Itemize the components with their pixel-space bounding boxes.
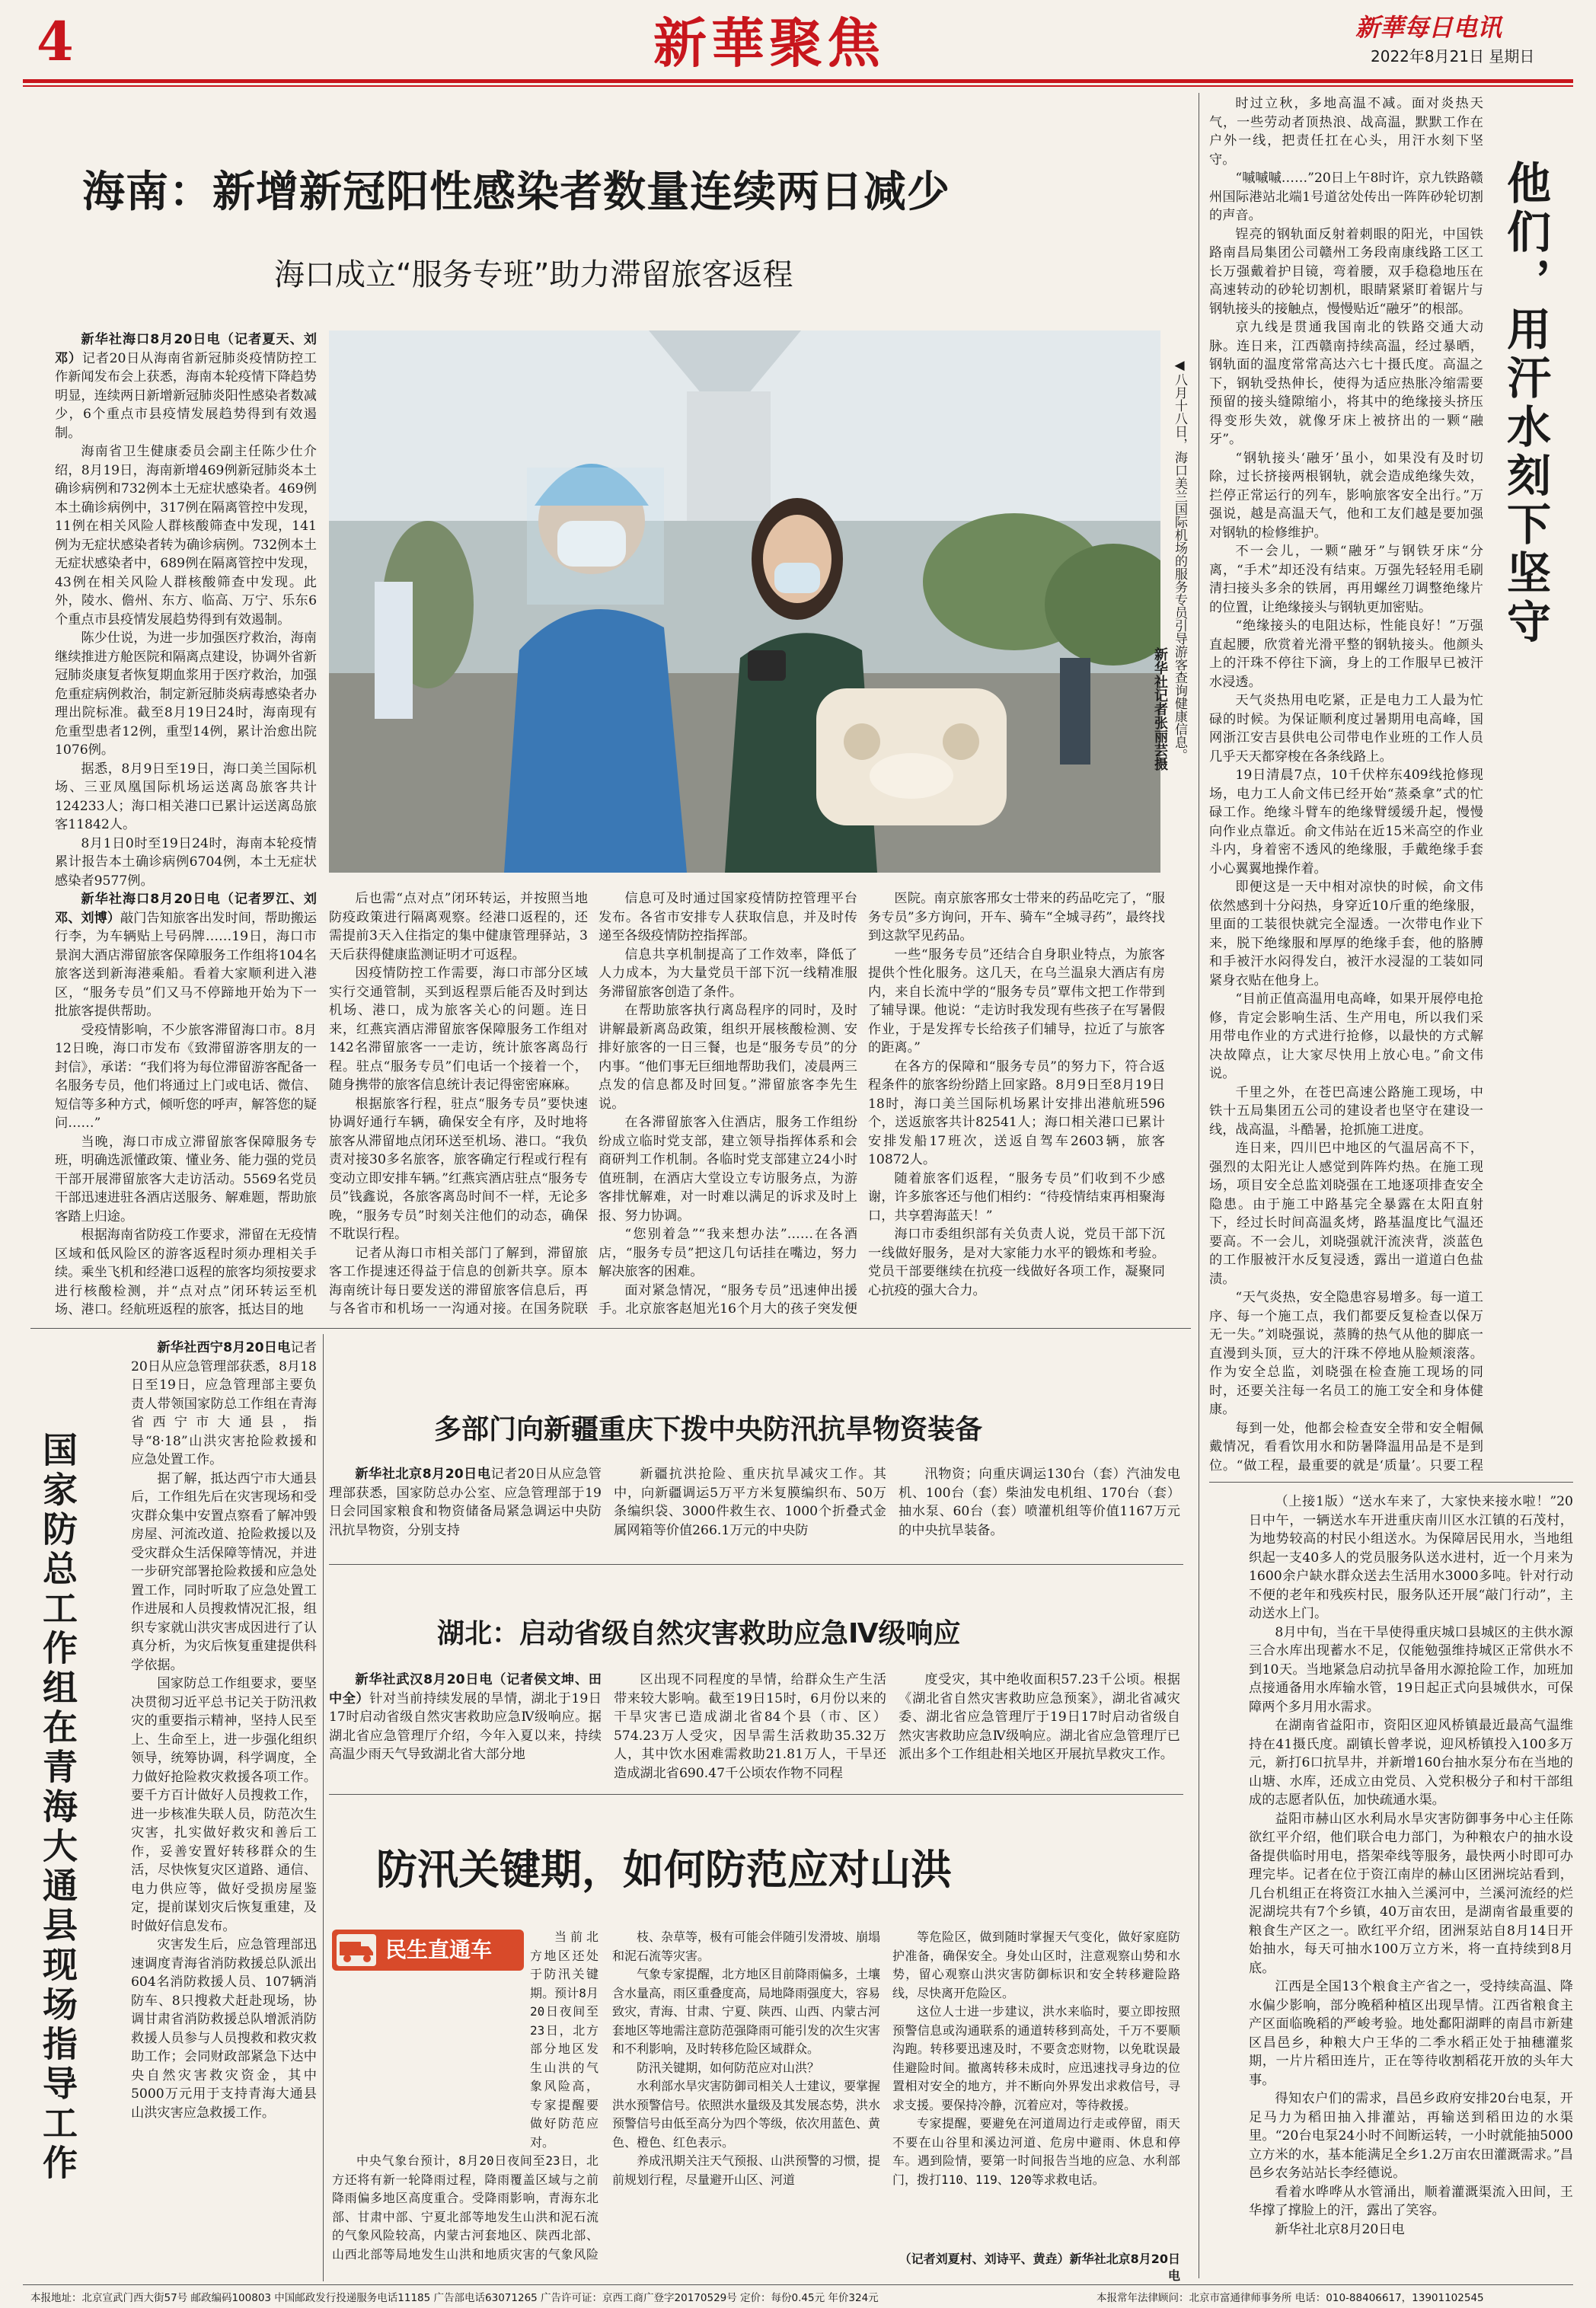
paragraph bbox=[1209, 318, 1483, 449]
paragraph-text: 时过立秋，多地高温不减。面对炎热天气，一些劳动者顶热浪、战高温，默默工作在户外一线，把责任扛在心头，用汗水刻下坚守。 bbox=[1209, 96, 1483, 168]
footer-rule bbox=[23, 2284, 1573, 2285]
xinjiang-rule bbox=[329, 1564, 1183, 1565]
paragraph-text: 8月中旬，当在干旱使得重庆城口县城区的主供水源三合水库出现蓄水不足，仅能勉强维持城区正常供水不到10天。当地紧急启动抗旱备用水源抢险工作，加班加点接通备用水库输水管，19日起正式向县城供水，可保障两个多月用水需求。 bbox=[1249, 1624, 1573, 1715]
paragraph bbox=[55, 1133, 317, 1227]
paragraph-text: 在各方的保障和“服务专员”的努力下，符合返程条件的旅客纷纷踏上回家路。8月9日至8月19日18时，海口美兰国际机场累计安排出港航班596个，送返旅客共计82541人；海口相关港口已累计安排发船17班次，送返自驾车2603辆，旅客10872人。 bbox=[868, 1058, 1165, 1167]
footer-right: 本报常年法律顾问：北京市富通律师事务所 电话：010-88406617，13901102545 bbox=[1096, 2292, 1484, 2304]
paragraph bbox=[598, 889, 857, 946]
dateline: 新华社海口8月20日电（记者夏天、刘邓） bbox=[55, 332, 317, 366]
paragraph-text: 天气炎热用电吃紧，正是电力工人最为忙碌的时候。为保证顺利度过暑期用电高峰，国网浙江安吉县供电公司带电作业班的工作人员几乎天天都穿梭在各条线路上。 bbox=[1209, 693, 1483, 765]
left-lower-top-rule bbox=[30, 1328, 1191, 1329]
paragraph-text: “目前正值高温用电高峰，如果开展停电抢修，肯定会影响生活、生产用电，所以我们采用带电作业的方式进行抢修，以最快的方式解决故障点，让大家尽快用上放心电。”俞文伟说。 bbox=[1209, 991, 1483, 1081]
paragraph-text: 专家提醒，要避免在河道周边行走或停留，雨天不要在山谷里和溪边河道、危房中避雨、休息和停车。遇到险情，要第一时间报告当地的应急、水利部门，拨打110、119、120等求救电话。 bbox=[892, 2116, 1180, 2187]
paragraph bbox=[1209, 94, 1483, 169]
paragraph-text: 水利部水旱灾害防御司相关人士建议，要掌握洪水预警信号。依照洪水量级及其发展态势，洪水预警信号由低至高分为四个等级，依次用蓝色、黄色、橙色、红色表示。 bbox=[612, 2079, 880, 2150]
paragraph-text: 随着旅客们返程，“服务专员”们收到不少感谢，许多旅客还与他们相约：“待疫情结束再相聚海口，共享碧海蓝天！” bbox=[868, 1170, 1165, 1224]
paragraph bbox=[1249, 1978, 1573, 2089]
paragraph bbox=[1209, 225, 1483, 319]
paragraph-text: “嘁嘁嘁……”20日上午8时许，京九铁路赣州国际港站北端1号道岔处传出一阵阵砂轮切割的声音。 bbox=[1209, 171, 1483, 223]
photo-credit: 新华社记者张丽芸摄 bbox=[1152, 647, 1168, 771]
xinjiang-col-2 bbox=[614, 1465, 886, 1556]
paragraph-text: “钢轨接头‘融牙’虽小，如果没有及时切除，过长挤接两根钢轨，就会造成绝缘失效，拦停正常运行的列车，影响旅客安全出行。”万强说，越是高温天气，他和工友们越是要加强对钢轨的检修维护。 bbox=[1209, 450, 1483, 541]
paragraph bbox=[868, 889, 1165, 946]
paragraph bbox=[614, 1671, 886, 1783]
paragraph bbox=[598, 1282, 857, 1317]
paragraph bbox=[1209, 691, 1483, 766]
paragraph bbox=[1209, 1288, 1483, 1419]
paragraph bbox=[868, 1058, 1165, 1170]
paragraph bbox=[612, 2077, 880, 2152]
paragraph bbox=[329, 1095, 588, 1244]
paragraph-text: 江西是全国13个粮食主产省之一，受持续高温、降水偏少影响，部分晚稻种植区出现旱情。江西省粮食主产区面临晚稻的严峻考验。地处鄱阳湖畔的南昌市新建区昌邑乡，种粮大户王华的二季水稻正处于抽穗灌浆期，一片片稻田连片，正在等待收割稻花开放的头年大事。 bbox=[1249, 1979, 1573, 2088]
paragraph bbox=[892, 2115, 1180, 2189]
paragraph-text: 陈少仕说，为进一步加强医疗救治，海南继续推进方舱医院和隔离点建设，协调外省新冠肺炎康复者恢复期血浆用于医疗救治，加强危重症病例救治，制定新冠肺炎病毒感染者办理出院标准。截至8月19日24时，海南现有危重型患者12例，重型14例，累计治愈出院1076例。 bbox=[55, 630, 317, 758]
left-lower-divider bbox=[323, 1334, 324, 2281]
paragraph bbox=[131, 1674, 317, 1936]
issue-date: 2022年8月21日 星期日 bbox=[1371, 47, 1535, 65]
masthead-rule-bottom bbox=[23, 85, 1573, 87]
paragraph bbox=[1249, 1810, 1573, 1978]
paragraph-text: 京九线是贯通我国南北的铁路交通大动脉。连日来，江西赣南持续高温，经过暴晒，钢轨面的温度常常高达六七十摄氏度。高温之下，钢轨受热伸长，使得为适应热胀冷缩需要预留的接头缝隙缩小，将其中的绝缘接头挤压得变形失效，就像牙床上被挤出的一颗“融牙”。 bbox=[1209, 320, 1483, 447]
paragraph-text: 养成汛期关注天气预报、山洪预警的习惯，提前规划行程，尽量避开山区、河道 bbox=[612, 2153, 880, 2187]
paragraph-text: 汛物资；向重庆调运130台（套）汽油发电机、100台（套）柴油发电机组、170台（套）抽水泵、60台（套）喷灌机组等价值1167万元的中央抗旱装备。 bbox=[899, 1467, 1180, 1538]
page-number: 4 bbox=[37, 10, 74, 73]
paragraph-text: 益阳市赫山区水利局水旱灾害防御事务中心主任陈欲红平介绍，他们联合电力部门，为种粮农户的抽水设备提供临时用电，搭架牵线等服务，最快两小时即可办理完毕。记者在位于资江南岸的赫山区团洲垸站看到，几台机组正在将资江水抽入兰溪河中，兰溪河流经的烂泥湖垸共有7个乡镇，40万亩农田，是湖南省最重要的粮食生产区之一。欧红平介绍，团洲泵站自8月14日开始抽水，每天可抽水100万立方米，将一直持续到8月底。 bbox=[1249, 1811, 1573, 1976]
paragraph bbox=[55, 442, 317, 629]
paragraph bbox=[1209, 1419, 1483, 1477]
hubei-headline: 湖北：启动省级自然灾害救助应急Ⅳ级响应 bbox=[437, 1618, 961, 1649]
paragraph bbox=[1209, 542, 1483, 617]
paragraph-text: 连日来，四川巴中地区的气温居高不下，强烈的太阳光让人感觉到阵阵灼热。在施工现场，项目安全总监刘晓强在工地逐项排查安全隐患。由于施工中路基完全暴露在太阳直射下，经过长时间高温炙烤，路基温度比气温还要高。不一会儿，刘晓强就汗流浃背，淡蓝色的工作服被汗水反复浸透，露出一道道白色盐渍。 bbox=[1209, 1141, 1483, 1287]
paragraph-text: 19日清晨7点，10千伏梓东409线抢修现场，电力工人俞文伟已经开始“蒸桑拿”式的忙碌工作。绝缘斗臂车的绝缘臂缓缓升起，慢慢向作业点靠近。俞文伟站在近15米高空的作业斗内，身着密不透风的绝缘服，手戴绝缘手套小心翼翼地操作着。 bbox=[1209, 768, 1483, 876]
paragraph bbox=[329, 1465, 602, 1540]
paragraph-text: 看着水哗哗从水管涌出，顺着灌溉渠流入田间，王华撑了撑脸上的汗，露出了笑容。 bbox=[1249, 2184, 1573, 2218]
paragraph bbox=[329, 1244, 588, 1317]
paragraph-text: 这位人士进一步建议，洪水来临时，要立即按照预警信息或沟通联系的通道转移到高处，千万不要顺沟跑。转移要迅速及时，不要贪恋财物，以免耽误最佳避险时间。撤离转移未成时，应迅速找寻身边的位置相对安全的地方，并不断向外界发出求救信号，寻求支援。要保持冷静，沉着应对，等待救援。 bbox=[892, 2004, 1180, 2112]
left-lower-body bbox=[131, 1339, 317, 2281]
paragraph bbox=[899, 1671, 1180, 1764]
paragraph-text: “绝缘接头的电阻达标，性能良好！”万强直起腰，欣赏着光滑平整的钢轨接头。他颜头上的汗珠不停往下滴，身上的工作服早已被汗水浸透。 bbox=[1209, 618, 1483, 690]
paragraph bbox=[131, 1470, 317, 1675]
paragraph-text: 根据海南省防疫工作要求，滞留在无疫情区域和低风险区的游客返程时须办理相关手续。乘坐飞机和经港口返程的旅客均须按要求进行核酸检测，并“点对点”闭环转运至机场、港口。经航班返程的旅客，抵达目的地 bbox=[55, 1227, 317, 1316]
paragraph-text: 敲门告知旅客出发时间，帮助搬运行李，为车辆贴上号码牌……19日，海口市景润大酒店滞留旅客保障服务工作组将104名旅客送到新海港乘船。看着大家顺利进入港区，“服务专员”们又马不停蹄地开始为下一批旅客提供帮助。 bbox=[55, 910, 317, 1019]
paragraph-text: 记者20日从应急管理部获悉，8月18日至19日，应急管理部主要负责人带领国家防总工作组在青海省西宁市大通县，指导“8·18”山洪灾害抢险救援和应急处置工作。 bbox=[131, 1340, 317, 1467]
main-headline: 海南：新增新冠阳性感染者数量连续两日减少 bbox=[82, 168, 950, 217]
paragraph bbox=[1209, 990, 1483, 1084]
paragraph bbox=[1209, 1084, 1483, 1140]
xinjiang-col-3 bbox=[899, 1465, 1180, 1556]
paragraph-text: 国家防总工作组要求，要坚决贯彻习近平总书记关于防汛救灾的重要指示精神，坚持人民至上、生命至上，进一步强化组织领导，统筹协调，科学调度，全力做好抢险救灾救援各项工作。要千方百计做好人员搜救工作，进一步核准失联人员，防范次生灾害，扎实做好救灾和善后工作，妥善安置好转移群众的生活，尽快恢复灾区道路、通信、电力供应等，做好受损房屋鉴定，提前谋划灾后恢复重建，及时做好信息发布。 bbox=[131, 1676, 317, 1934]
main-story-col-2 bbox=[329, 889, 588, 1316]
right-story-col-top bbox=[1209, 94, 1483, 1476]
paragraph bbox=[892, 2003, 1180, 2115]
paragraph bbox=[1249, 1492, 1573, 1623]
main-subheadline: 海口成立“服务专班”助力滞留旅客返程 bbox=[274, 257, 793, 292]
hubei-col-2 bbox=[614, 1671, 886, 1785]
paragraph-text: 医院。南京旅客邢女士带来的药品吃完了，“服务专员”多方询问，开车、骑车“全城寻药”，最终找到这款罕见药品。 bbox=[868, 891, 1165, 943]
dateline: 新华社武汉8月20日电（记者侯文坤、田中全） bbox=[329, 1672, 602, 1706]
paragraph-text: “天气炎热，安全隐患容易增多。每一道工序、每一个施工点，我们都要反复检查以保万无一失。”刘晓强说，蒸腾的热气从他的脚底一直漫到头顶，豆大的汗珠不停地从脸颊滚落。作为安全总监，刘晓强在检查施工现场的同时，还要关注每一名员工的施工安全和身体健康。 bbox=[1209, 1290, 1483, 1417]
paragraph-text: 当晚，海口市成立滞留旅客保障服务专班，明确选派懂政策、懂业务、能力强的党员干部开展滞留旅客大走访活动。5569名党员干部迅速进驻各酒店送服务、解难题，帮助旅客踏上归途。 bbox=[55, 1134, 317, 1224]
paragraph-text: 灾害发生后，应急管理部迅速调度青海省消防救援总队派出604名消防救援人员、107辆消防车、8只搜救犬赶赴现场，协调甘肃省消防救援总队增派消防救援人员参与人员搜救和救灾救助工作；会同财政部紧急下达中央自然灾害救灾资金，其中5000万元用于支持青海大通县山洪灾害应急救援工作。 bbox=[131, 1937, 317, 2121]
news-photo bbox=[329, 330, 1160, 873]
paragraph-text: 一些“服务专员”还结合自身职业特点，为旅客提供个性化服务。这几天，在乌兰温泉大酒店有房内，来自长流中学的“服务专员”覃伟文把工作带到了辅导课。他说：“走访时我发现有些孩子在写暑假作业，于是发挥专长给孩子们辅导，拉近了与旅客的距离。” bbox=[868, 947, 1165, 1055]
paragraph-text: 记者20日从应急管理部获悉，国家防总办公室、应急管理部于19日会同国家粮食和物资储备局紧急调运中央防汛抗旱物资，分别支持 bbox=[329, 1467, 602, 1538]
paragraph bbox=[612, 1965, 880, 2059]
paragraph bbox=[1249, 2183, 1573, 2220]
dateline: 新华社西宁8月20日电 bbox=[157, 1340, 291, 1355]
paragraph bbox=[868, 1225, 1165, 1300]
paragraph bbox=[332, 1928, 598, 2152]
footer-left: 本报地址：北京宣武门西大街57号 邮政编码100803 中国邮政发行投递服务电话11185 广告部电话63071265 广告许可证：京西工商广登字20170529号 定价：每份0.45元 年价324元 bbox=[30, 2292, 879, 2304]
paragraph-text: 区出现不同程度的旱情，给群众生产生活带来较大影响。截至19日15时，6月份以来的干旱灾害已造成湖北省84个县（市、区）574.23万人受灾，因旱需生活救助35.32万人，其中饮水困难需救助21.81万人，干旱还造成湖北省690.47千公顷农作物不同程 bbox=[614, 1672, 886, 1781]
paragraph-text: 因疫情防控工作需要，海口市部分区域实行交通管制，买到返程票后能否及时到达机场、港口，成为旅客关心的问题。连日来，红燕宾酒店滞留旅客保障服务工作组对142名滞留旅客一一走访，统计旅客离岛行程。驻点“服务专员”们电话一个接着一个，随身携带的旅客信息统计表记得密密麻麻。 bbox=[329, 966, 588, 1093]
paragraph-text: 在湖南省益阳市，资阳区迎风桥镇最近最高气温维持在41摄氏度。副镇长曾孝说，迎风桥镇投入100多万元，新打6口抗旱井，并新增160台抽水泵分布在当地的山塘、水库，还成立由党员、入党积极分子和村干部组成的志愿者队伍，加快疏通水渠。 bbox=[1249, 1718, 1573, 1808]
flood-banner-label: 民生直通车 bbox=[385, 1937, 493, 1962]
paragraph-text: 气象专家提醒，北方地区目前降雨偏多，土壤含水量高，雨区重叠度高，局地降雨强度大，容易致灾，青海、甘肃、宁夏、陕西、山西、内蒙古河套地区等地需注意防范强降雨可能引发的次生灾害和不利影响，及时转移危险区域群众。 bbox=[612, 1967, 880, 2056]
paragraph-text: 枝、杂草等，极有可能会伴随引发滑坡、崩塌和泥石流等灾害。 bbox=[612, 1930, 880, 1963]
paragraph-text: 每到一处，他都会检查安全带和安全帽佩戴情况，看看饮用水和防暑降温用品是不是到位。“做工程，最重要的就是‘质量’。只要工程 bbox=[1209, 1420, 1483, 1473]
paragraph bbox=[131, 1339, 317, 1470]
right-story-col-bottom bbox=[1249, 1492, 1573, 2281]
right-story-mid-rule bbox=[1209, 1482, 1573, 1483]
paragraph-text: 记者从海口市相关部门了解到，滞留旅客工作提速还得益于信息的创新共享。原本海南统计每日要发送的滞留旅客信息后，再与各省市和机场一一沟通对接。在国务院联 bbox=[329, 1245, 588, 1316]
left-lower-title: 国家防总工作组在青海大通县现场指导工作 bbox=[37, 1432, 78, 2184]
paragraph bbox=[612, 1928, 880, 1965]
paragraph bbox=[598, 946, 857, 1002]
paragraph-text: 记者20日从海南省新冠肺炎疫情防控工作新闻发布会上获悉，海南本轮疫情下降趋势明显，连续两日新增新冠肺炎阳性感染者数减少，6个重点市县疫情发展趋势得到有效遏制。 bbox=[55, 350, 317, 441]
paragraph-text: 不一会儿，一颗“融牙”与钢铁牙床“分离，“手术”却还没有结束。万强先轻轻用毛刷清扫接头多余的铁屑，再用螺丝刀调整绝缘片的位置，让绝缘接头与钢轨更加密贴。 bbox=[1209, 544, 1483, 615]
paragraph bbox=[55, 890, 317, 1021]
paragraph-text: 据悉，8月9日至19日，海口美兰国际机场、三亚凤凰国际机场运送离岛旅客共计124233人；海口相关港口已累计运送离岛旅客11842人。 bbox=[55, 761, 317, 832]
dateline: 新华社海口8月20日电（记者罗江、刘邓、刘博） bbox=[55, 892, 317, 926]
paragraph bbox=[598, 1001, 857, 1113]
paragraph bbox=[55, 629, 317, 760]
main-story-col-1 bbox=[55, 330, 317, 1316]
paragraph-text: 信息可及时通过国家疫情防控管理平台发布。各省市安排专人获取信息，并及时传递至各级疫情防控指挥部。 bbox=[598, 891, 857, 943]
paragraph-text: 8月1日0时至19日24时，海南本轮疫情累计报告本土确诊病例6704例，本土无症状感染者9577例。 bbox=[55, 835, 317, 889]
paragraph bbox=[55, 1226, 317, 1316]
paragraph bbox=[329, 964, 588, 1095]
section-title: 新華聚焦 bbox=[653, 11, 885, 75]
paragraph bbox=[1249, 1623, 1573, 1717]
paragraph-text: 据了解，抵达西宁市大通县后，工作组先后在灾害现场和受灾群众集中安置点察看了解冲毁房屋、河流改道、抢险救援以及受灾群众生活保障等情况，并进一步研究部署抢险救援和应急处置工作，同时听取了应急处置工作进展和人员搜救情况汇报，组织专家就山洪灾害成因进行了认真分析，为灾后恢复重建提供科学依据。 bbox=[131, 1470, 317, 1673]
paragraph-text: 信息共享机制提高了工作效率，降低了人力成本，为大量党员干部下沉一线精准服务滞留旅客创造了条件。 bbox=[598, 947, 857, 1000]
hubei-col-1 bbox=[329, 1671, 602, 1785]
paragraph-text: 面对紧急情况，“服务专员”迅速伸出援手。北京旅客赵旭光16个月大的孩子突发便 bbox=[598, 1282, 857, 1316]
paragraph-text: 在帮助旅客执行离岛程序的同时，及时讲解最新离岛政策，组织开展核酸检测、安排好旅客的一日三餐，也是“服务专员”的分内事。“他们事无巨细地帮助我们，凌晨两三点发的信息都及时回复。”滞留旅客李先生说。 bbox=[598, 1003, 857, 1112]
paragraph bbox=[131, 1936, 317, 2122]
flood-byline: （记者刘夏村、刘诗平、黄垚）新华社北京8月20日电 bbox=[899, 2252, 1180, 2283]
paragraph bbox=[612, 2152, 880, 2189]
paragraph-text: 在各滞留旅客入住酒店，服务工作组纷纷成立临时党支部，建立领导指挥体系和会商研判工作机制。各临时党支部建立24小时值班制，在酒店大堂设立专访服务点，为游客排忧解难，对一时难以满足的诉求及时上报、努力协调。 bbox=[598, 1115, 857, 1224]
paragraph bbox=[55, 760, 317, 835]
paragraph bbox=[1209, 766, 1483, 878]
paragraph-text: 得知农户们的需求，昌邑乡政府安排20台电泵，开足马力为稻田抽入排灌站，再输送到稻田边的水渠里。“20台电泵24小时不间断运转，一小时就能抽5000立方米的水，基本能满足全乡1.2万亩农田灌溉需求。”昌邑乡农务站站长李经德说。 bbox=[1249, 2091, 1573, 2181]
paragraph bbox=[1209, 878, 1483, 990]
main-story-col-3 bbox=[598, 889, 857, 1316]
paragraph-text: 中央气象台预计，8月20日夜间至23日，北方还将有新一轮降雨过程，降雨覆盖区域与之前降雨偏多地区高度重合。受降雨影响，青海东北部、甘肃中部、宁夏北部等地发生山洪和泥石流的气象风险较高，内蒙古河套地区、陕西北部、山西北部等局地发生山洪和地质灾害的气象风险 bbox=[332, 2153, 598, 2262]
paragraph-text: 新华社北京8月20日电 bbox=[1275, 2221, 1405, 2237]
xinjiang-col-1 bbox=[329, 1465, 602, 1556]
right-story-title: 他们，用汗水刻下坚守 bbox=[1499, 160, 1551, 647]
xinjiang-headline: 多部门向新疆重庆下拨中央防汛抗旱物资装备 bbox=[434, 1414, 983, 1445]
paragraph-text: 锃亮的钢轨面反射着刺眼的阳光，中国铁路南昌局集团公司赣州工务段南康线路工区工长万强戴着护目镜，弯着腰，双手稳稳地压在高速转动的砂轮切割机，眼睛紧紧盯着锯片与钢轨接头的接触点，慢慢贴近“融牙”的根部。 bbox=[1209, 226, 1483, 317]
paragraph bbox=[1249, 1716, 1573, 1810]
paragraph bbox=[612, 2059, 880, 2078]
paragraph-text: 根据旅客行程，驻点“服务专员”要快速协调好通行车辆，确保安全有序，及时地将旅客从滞留地点闭环送至机场、港口。“我负责对接30多名旅客，旅客确定行程或行程有变动立即安排车辆。”红燕宾酒店驻点“服务专员”钱鑫说，各旅客离岛时间不一样，无论多晚，“服务专员”时刻关注他们的动态，确保不耽误行程。 bbox=[329, 1096, 588, 1242]
paragraph bbox=[614, 1465, 886, 1540]
paragraph bbox=[1209, 169, 1483, 225]
paragraph-text: （上接1版）“送水车来了，大家快来接水啦！”20日中午，一辆送水车开进重庆南川区水江镇的石茂村，为地势较高的村民小组送水。为保障居民用水，当地组织起一支40多人的党员服务队送水进村，近一个月来为1600余户缺水群众送去生活用水3000多吨。针对行动不便的老年和残疾村民，服务队还开展“敲门行动”，主动送水上门。 bbox=[1249, 1494, 1573, 1621]
paragraph-text: “您别着急”“我来想办法”……在各酒店，“服务专员”把这几句话挂在嘴边，努力解决旅客的困难。 bbox=[598, 1227, 857, 1279]
flood-col-3 bbox=[892, 1928, 1180, 2248]
paragraph bbox=[1249, 2089, 1573, 2183]
paragraph bbox=[55, 330, 317, 442]
paragraph-text: 针对当前持续发展的旱情，湖北于19日17时启动省级自然灾害救助应急Ⅳ级响应。据湖北省应急管理厅介绍，今年入夏以来，持续高温少雨天气导致湖北省大部分地 bbox=[329, 1690, 602, 1762]
flood-headline: 防汛关键期，如何防范应对山洪 bbox=[376, 1846, 952, 1894]
paragraph-text: 当前北方地区还处于防汛关键期。预计8月20日夜间至23日，北方部分地区发生山洪的气象风险高，专家提醒要做好防范应对。 bbox=[530, 1930, 598, 2150]
paragraph-text: 海口市委组织部有关负责人说，党员干部下沉一线做好服务，是对大家能力水平的锻炼和考验。党员干部要继续在抗疫一线做好各项工作，凝聚同心抗疫的强大合力。 bbox=[868, 1227, 1165, 1298]
paragraph bbox=[1209, 617, 1483, 691]
photo-caption: ◀八月十八日，海口美兰国际机场的服务专员引导游客查询健康信息。 bbox=[1172, 358, 1187, 761]
hubei-rule bbox=[329, 1794, 1183, 1795]
paragraph bbox=[1209, 1139, 1483, 1288]
main-story-col-4 bbox=[868, 889, 1165, 1316]
paragraph-text: 即便这是一天中相对凉快的时候，俞文伟依然感到十分闷热，身穿近10斤重的绝缘服，里面的工装很快就完全湿透。一次带电作业下来，脱下绝缘服和厚厚的绝缘手套，他的胳膊和手被汗水闷得发白，被汗水浸湿的工装如同紧身衣贴在他身上。 bbox=[1209, 879, 1483, 988]
photo-illustration bbox=[329, 330, 1160, 873]
paragraph bbox=[1249, 2220, 1573, 2239]
paragraph bbox=[329, 889, 588, 964]
paragraph-text: 度受灾，其中绝收面积57.23千公顷。根据《湖北省自然灾害救助应急预案》，湖北省减灾委、湖北省应急管理厅于19日17时启动省级自然灾害救助应急Ⅳ级响应。湖北省应急管理厅已派出多个工作组赴相关地区开展抗旱救灾工作。 bbox=[899, 1672, 1180, 1762]
paragraph-text: 受疫情影响，不少旅客滞留海口市。8月12日晚，海口市发布《致滞留游客朋友的一封信》，承诺：“我们将为每位滞留游客配备一名服务专员，他们将通过上门或电话、微信、短信等多种方式，倾听您的呼声，解答您的疑问……” bbox=[55, 1022, 317, 1131]
paragraph bbox=[598, 1225, 857, 1282]
paragraph bbox=[55, 835, 317, 891]
paragraph bbox=[55, 1021, 317, 1133]
paragraph-text: 海南省卫生健康委员会副主任陈少仕介绍，8月19日，海南新增469例新冠肺炎本土确诊病例和732例本土无症状感染者。469例本土确诊病例中，317例在隔离管控中发现，11例在相关风险人群核酸筛查中发现，141例为无症状感染者转为确诊病例。732例本土无症状感染者中，689例在隔离管控中发现，43例在相关风险人群核酸筛查中发现。此外，陵水、儋州、东方、临高、万宁、乐东6个重点市县疫情发展趋势得到有效遏制。 bbox=[55, 444, 317, 627]
paragraph-text: 防汛关键期，如何防范应对山洪？ bbox=[637, 2060, 820, 2075]
paragraph bbox=[332, 2152, 598, 2263]
dateline: 新华社北京8月20日电 bbox=[355, 1467, 491, 1482]
paragraph bbox=[868, 946, 1165, 1058]
paragraph-text: 后也需“点对点”闭环转运，并按照当地防疫政策进行隔离观察。经港口返程的，还需提前3天入住指定的集中健康管理驿站，3天后获得健康监测证明才可返程。 bbox=[329, 891, 588, 962]
paragraph bbox=[329, 1671, 602, 1764]
paragraph bbox=[1209, 449, 1483, 543]
paragraph bbox=[598, 1113, 857, 1225]
paragraph-text: 千里之外，在苍巴高速公路施工现场，中铁十五局集团五公司的建设者也坚守在建设一线，战高温，斗酷暑，抢抓施工进度。 bbox=[1209, 1084, 1483, 1138]
paragraph-text: 新疆抗洪抢险、重庆抗旱减灾工作。其中，向新疆调运5万平方米复膜编织布、50万条编织袋、3000件救生衣、1000个折叠式金属网箱等价值266.1万元的中央防 bbox=[614, 1467, 886, 1538]
masthead-rule-top bbox=[23, 79, 1573, 83]
flood-col-1 bbox=[332, 1928, 598, 2263]
paragraph bbox=[892, 1928, 1180, 2003]
hubei-col-3 bbox=[899, 1671, 1180, 1785]
paragraph bbox=[868, 1170, 1165, 1226]
paragraph-text: 等危险区，做到随时掌握天气变化，做好家庭防护准备，确保安全。身处山区时，注意观察山势和水势，留心观察山洪灾害防御标识和安全转移避险路线，尽快离开危险区。 bbox=[892, 1930, 1180, 2000]
paper-brand: 新華每日电讯 bbox=[1355, 13, 1502, 42]
paragraph bbox=[899, 1465, 1180, 1540]
flood-col-2 bbox=[612, 1928, 880, 2263]
